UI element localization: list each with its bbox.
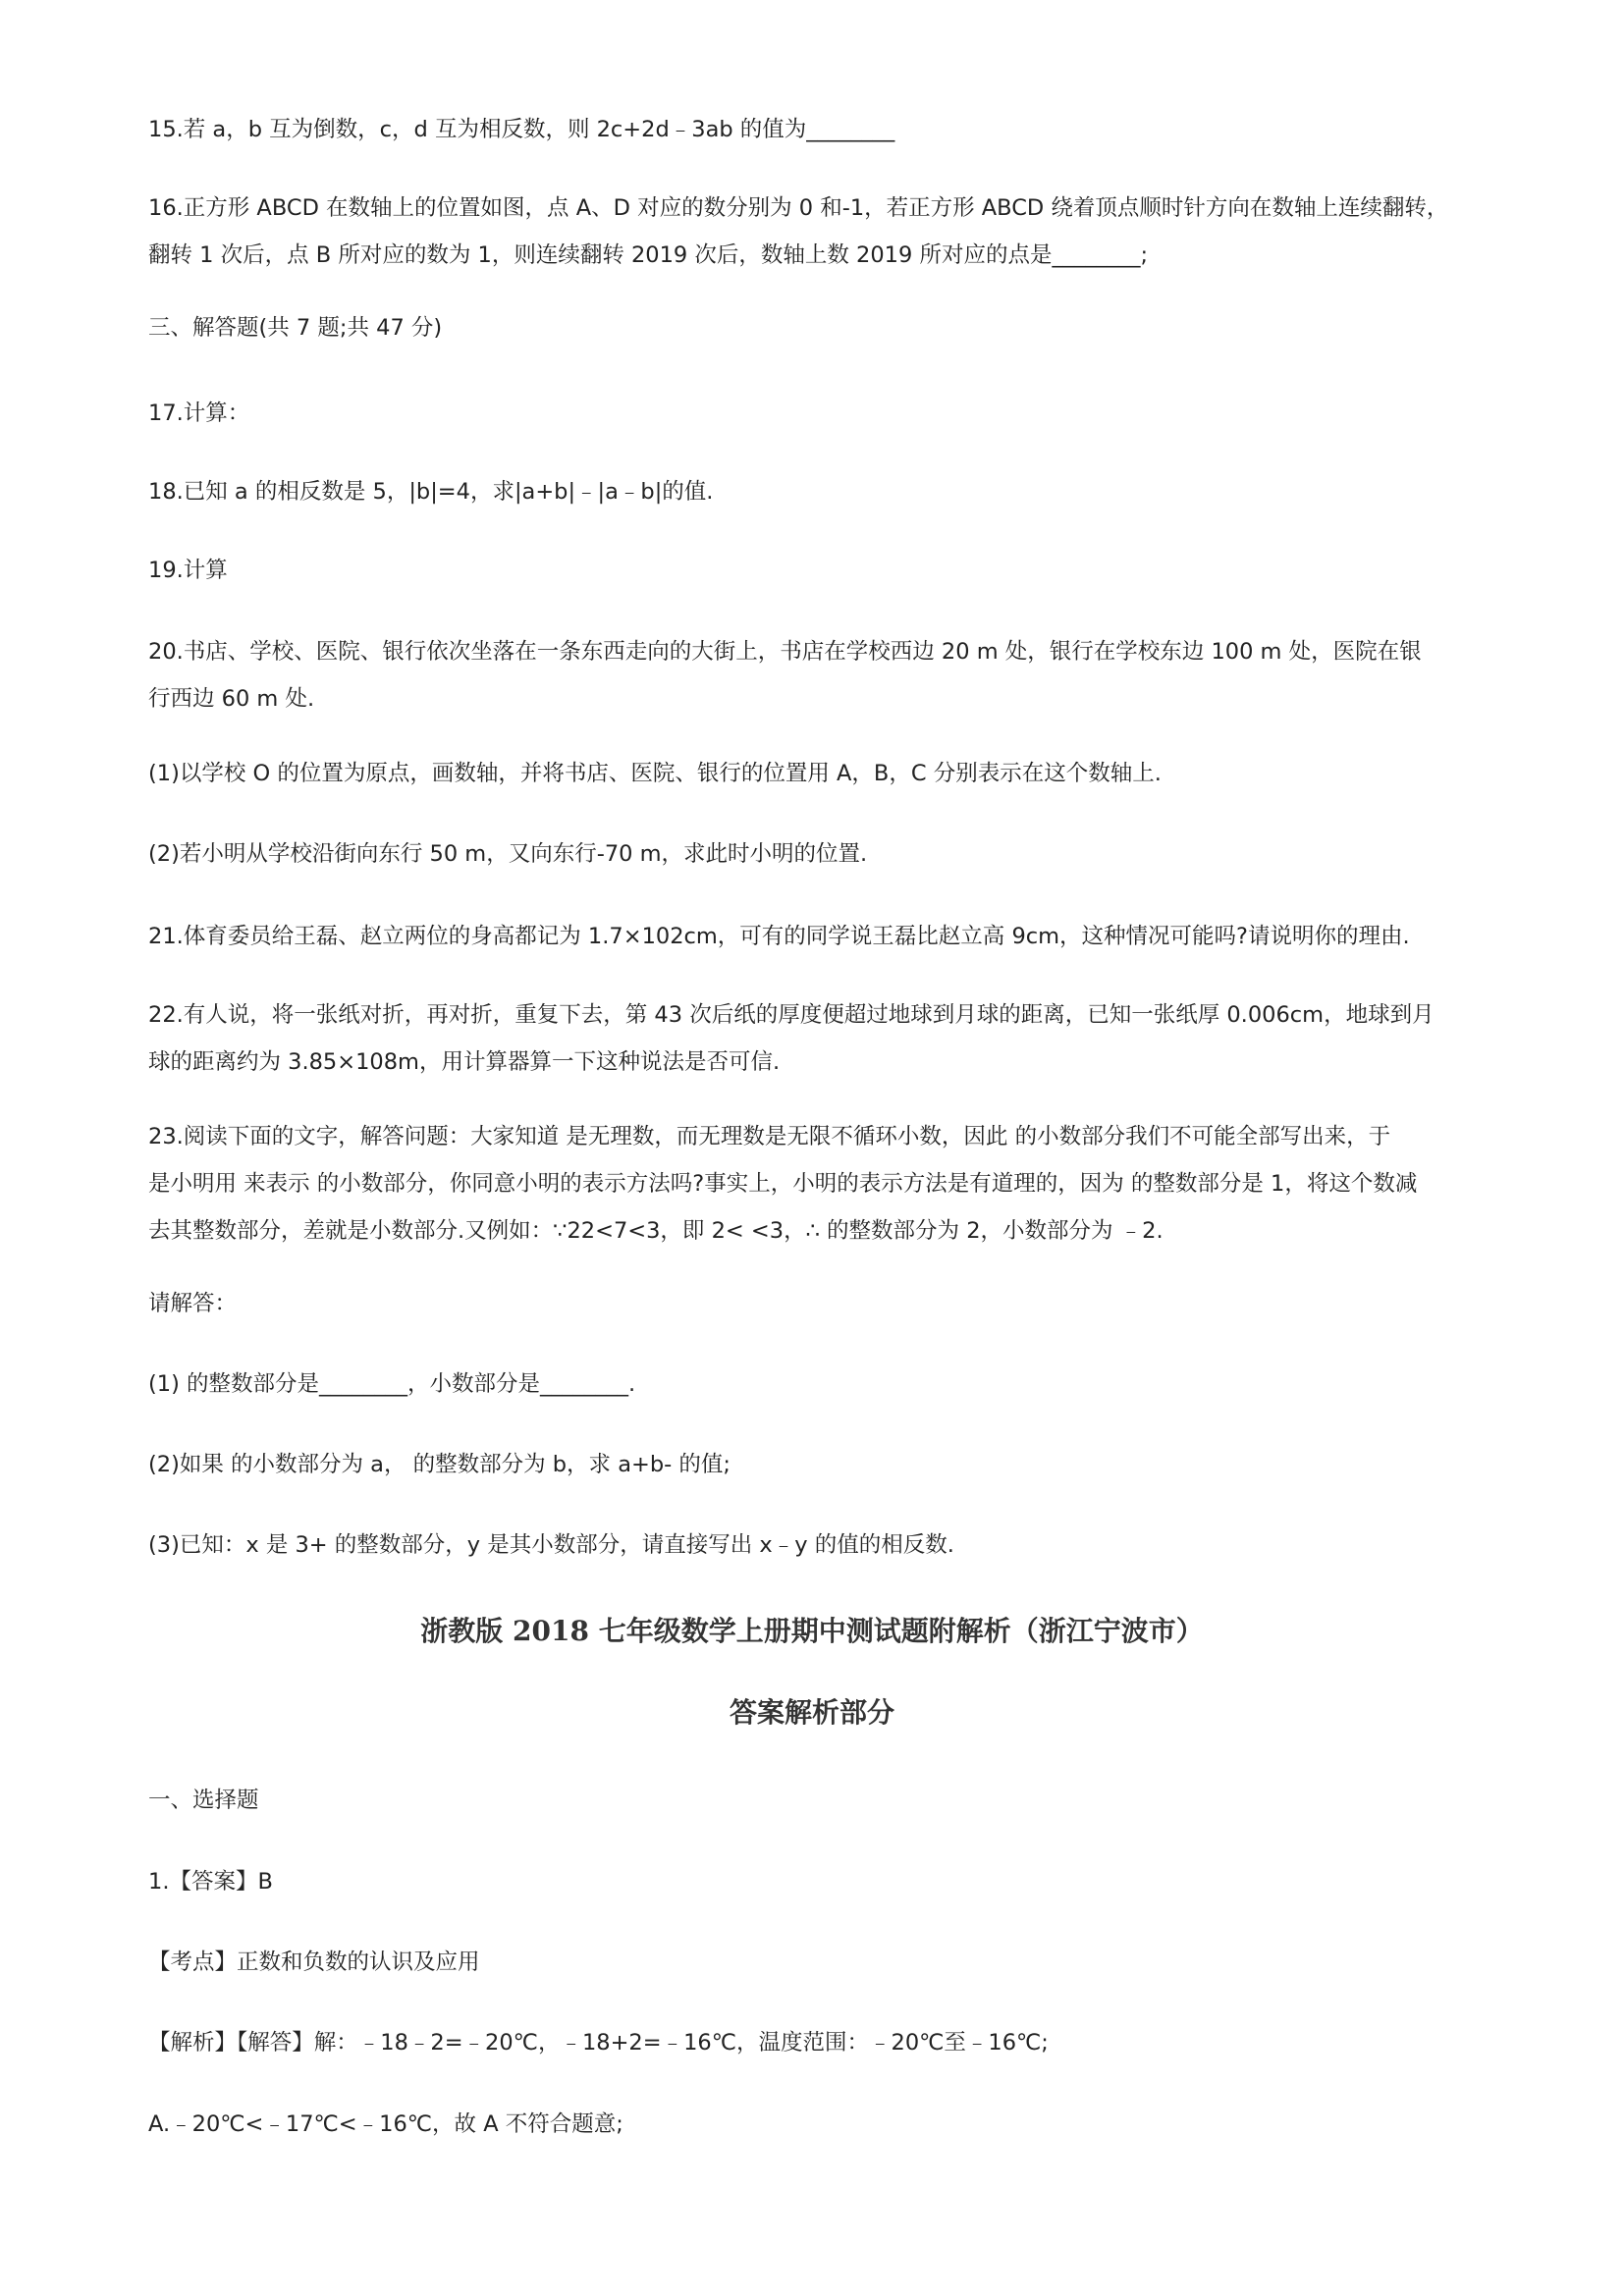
answers-subtitle: 答案解析部分 xyxy=(729,1696,894,1729)
answer-1: 1.【答案】B xyxy=(148,1869,273,1895)
question-20-part-1: (1)以学校 O 的位置为原点，画数轴，并将书店、医院、银行的位置用 A，B，C 分别表示在这个数轴上. xyxy=(148,761,1162,786)
question-18: 18.已知 a 的相反数是 5，|b|=4，求|a+b|﹣|a﹣b|的值. xyxy=(148,479,714,505)
question-15: 15.若 a，b 互为倒数，c，d 互为相反数，则 2c+2d﹣3ab 的值为________ xyxy=(148,117,895,142)
question-20-line-1: 20.书店、学校、医院、银行依次坐落在一条东西走向的大街上，书店在学校西边 20 m 处，银行在学校东边 100 m 处，医院在银 xyxy=(148,639,1422,665)
question-23-line-1: 23.阅读下面的文字，解答问题：大家知道 是无理数，而无理数是无限不循环小数，因此 的小数部分我们不可能全部写出来，于 xyxy=(148,1124,1391,1149)
question-20-line-2: 行西边 60 m 处. xyxy=(148,686,315,712)
question-17: 17.计算： xyxy=(148,400,250,426)
question-23-part-3: (3)已知：x 是 3+ 的整数部分，y 是其小数部分，请直接写出 x﹣y 的值的相反数. xyxy=(148,1532,954,1558)
question-16 xyxy=(148,185,1533,279)
question-16-line-1: 16.正方形 ABCD 在数轴上的位置如图，点 A、D 对应的数分别为 0 和-1，若正方形 ABCD 绕着顶点顺时针方向在数轴上连续翻转， xyxy=(148,195,1449,221)
question-19: 19.计算 xyxy=(148,558,228,583)
document-title: 浙教版 2018 七年级数学上册期中测试题附解析（浙江宁波市） xyxy=(420,1615,1204,1647)
question-21: 21.体育委员给王磊、赵立两位的身高都记为 1.7×102cm，可有的同学说王磊比赵立高 9cm，这种情况可能吗?请说明你的理由. xyxy=(148,924,1410,949)
question-23 xyxy=(148,1113,1533,1255)
question-22-line-1: 22.有人说，将一张纸对折，再对折，重复下去，第 43 次后纸的厚度便超过地球到月球的距离，已知一张纸厚 0.006cm，地球到月 xyxy=(148,1002,1435,1028)
question-23-prompt: 请解答： xyxy=(148,1291,238,1316)
answer-1-analysis: 【解析】【解答】解：﹣18﹣2=﹣20℃，﹣18+2=﹣16℃，温度范围：﹣20℃至﹣16℃; xyxy=(148,2030,1049,2056)
question-22-line-2: 球的距离约为 3.85×108m，用计算器算一下这种说法是否可信. xyxy=(148,1049,781,1075)
answer-1-option-a: A.﹣20℃<﹣17℃<﹣16℃，故 A 不符合题意; xyxy=(148,2111,623,2137)
question-23-line-2: 是小明用 来表示 的小数部分，你同意小明的表示方法吗?事实上，小明的表示方法是有道理的，因为 的整数部分是 1，将这个数减 xyxy=(148,1171,1418,1197)
question-23-line-3: 去其整数部分，差就是小数部分.又例如：∵22<7<3，即 2< <3，∴ 的整数部分为 2，小数部分为 ﹣2. xyxy=(148,1218,1164,1244)
question-22 xyxy=(148,991,1533,1086)
section-1-heading: 一、选择题 xyxy=(148,1788,259,1813)
section-3-heading: 三、解答题(共 7 题;共 47 分) xyxy=(148,315,443,341)
question-20 xyxy=(148,628,1533,722)
question-23-part-2: (2)如果 的小数部分为 a， 的整数部分为 b，求 a+b- 的值; xyxy=(148,1452,731,1477)
question-20-part-2: (2)若小明从学校沿街向东行 50 m，又向东行-70 m，求此时小明的位置. xyxy=(148,841,868,867)
answer-1-point: 【考点】正数和负数的认识及应用 xyxy=(148,1949,480,1975)
question-16-line-2: 翻转 1 次后，点 B 所对应的数为 1，则连续翻转 2019 次后，数轴上数 2019 所对应的点是________; xyxy=(148,242,1149,268)
question-23-part-1: (1) 的整数部分是________，小数部分是________. xyxy=(148,1371,636,1397)
